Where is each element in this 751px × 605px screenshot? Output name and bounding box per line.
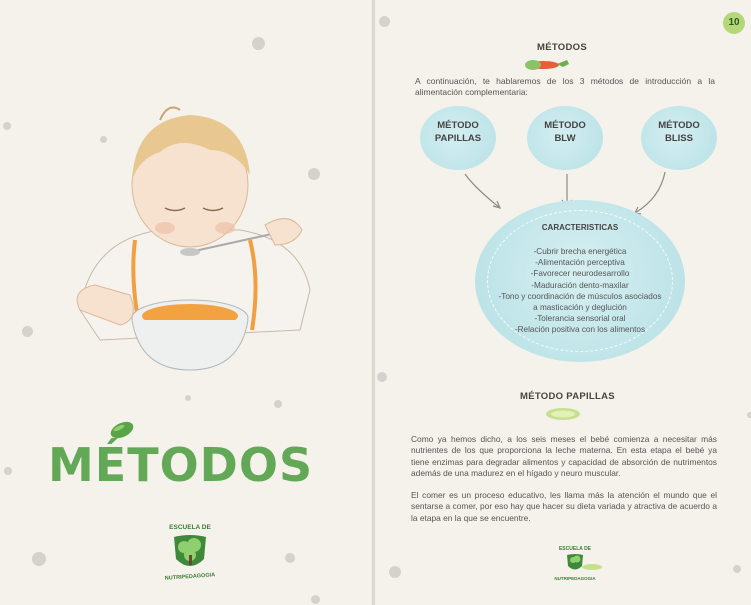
characteristics-list [475,246,685,336]
school-logo-small [545,546,605,588]
small-logo-line2: NUTRIPEDAGOGIA [554,576,596,581]
method-blw-line2: BLW [554,133,576,144]
method-bliss-bubble [641,106,717,170]
arrow-from-papillas [465,174,500,208]
small-logo-line1: ESCUELA DE [558,546,592,552]
right-page [375,0,751,605]
method-papillas-line1: MÉTODO [437,120,479,131]
method-bliss-line1: MÉTODO [658,120,700,131]
cucumber-slice-icon [543,406,583,422]
arrow-from-bliss [635,172,665,213]
decor-dot [22,326,33,337]
papillas-paragraph-2: El comer es un proceso educativo, les llama más la atención el mundo que el sentarse a comer, por eso hay que hacer su dieta variada y atractiva de acuerdo a la etapa en la que se encuentre. [411,490,717,523]
method-blw-line1: MÉTODO [544,120,586,131]
method-bliss-line2: BLISS [665,133,693,144]
characteristic-item: -Relación positiva con los alimentos [514,325,646,335]
cucumber-icon [108,418,136,440]
section-title-metodos: MÉTODOS [537,42,587,53]
characteristic-item: -Tolerancia sensorial oral [534,314,626,324]
papillas-paragraph-1: Como ya hemos dicho, a los seis meses el bebé comienza a necesitar más nutrientes de los que proporciona la leche materna. En esta etapa el bebé ya tiene enzimas para degradar alimentos y capacidad de absorción de nutrimentos además de una madurez en el hígado y neuro muscular. [411,434,717,479]
logo-line2: NUTRIPEDAGOGIA [164,572,216,582]
characteristic-item: -Tono y coordinación de músculos asociados [498,291,662,301]
baby-eating-illustration [40,80,340,380]
small-leaf-icon [581,562,603,572]
page-number-badge: 10 [723,12,745,34]
decor-dot [3,122,11,130]
decor-dot [389,566,401,578]
intro-text: A continuación, te hablaremos de los 3 métodos de introducción a la alimentación complementaria: [415,76,715,97]
left-page [0,0,372,605]
characteristics-bubble [475,200,685,362]
school-logo [160,520,220,590]
logo-line1: ESCUELA DE [169,524,211,531]
method-blw-bubble [527,106,603,170]
decor-dot [379,16,390,27]
decor-dot [32,552,46,566]
decor-dot [285,553,295,563]
decor-dot [185,395,191,401]
vegetables-icon [523,56,581,72]
decor-dot [747,412,751,418]
decor-dot [733,565,741,573]
characteristic-item: -Alimentación perceptiva [535,258,625,268]
characteristic-item: a masticación y deglución [533,303,627,313]
decor-dot [311,595,320,604]
characteristic-item: -Maduración dento-maxilar [531,280,629,290]
decor-dot [252,37,265,50]
page-title: MÉTODOS [48,438,314,492]
tree-icon [172,533,208,573]
method-papillas-line2: PAPILLAS [434,133,482,144]
decor-dot [377,372,387,382]
characteristics-title: CARACTERISTICAS [541,223,619,232]
decor-dot [274,400,282,408]
decor-dot [4,467,12,475]
characteristic-item: -Cubrir brecha energética [533,247,627,256]
method-papillas-bubble [420,106,496,170]
characteristic-item: -Favorecer neurodesarrollo [530,269,630,279]
section-title-papillas: MÉTODO PAPILLAS [520,391,615,402]
